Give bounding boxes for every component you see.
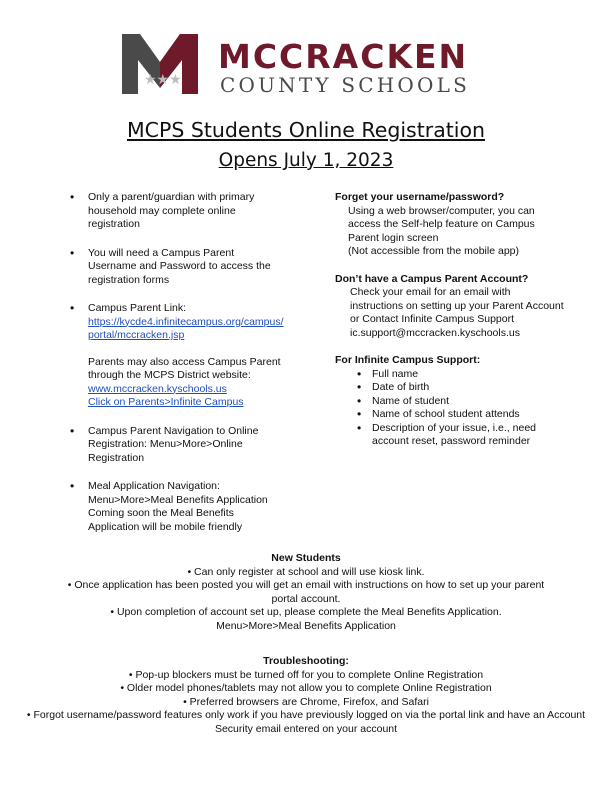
district-website-link[interactable]: www.mccracken.kyschools.us [88,382,227,395]
list-item: • Date of birth [357,381,565,395]
support-heading: For Infinite Campus Support: [335,354,481,366]
new-students-section [20,552,592,633]
support-email: ic.support@mccracken.kyschools.us [350,326,520,339]
list-item: • Can only register at school and will use kiosk link. [20,566,592,580]
support-list [357,368,565,449]
list-item: • Preferred browsers are Chrome, Firefox, and Safari [20,696,592,710]
right-column [335,191,565,449]
campus-parent-link-item: • Campus Parent Link: https://kycde4.infinitecampus.org/campus/portal/mccracken.jsp Parents may also access Campus Parent through the MCPS District website: www.mccracken.kyschools.us Click on Parents>Infinite Campus [70,302,285,410]
parents-infinite-campus-link[interactable]: Click on Parents>Infinite Campus [88,396,244,408]
list-item: • Description of your issue, i.e., need account reset, password reminder [357,422,565,449]
list-item: • Only a parent/guardian with primary household may complete online registration [70,191,285,232]
list-item: • Full name [357,368,565,382]
left-column [70,191,285,534]
list-item: • You will need a Campus Parent Username and Password to access the registration forms [70,247,285,288]
list-item: • Upon completion of account set up, please complete the Meal Benefits Application. [20,606,592,620]
district-logo [120,32,496,96]
troubleshooting-section [20,655,592,736]
forgot-note: (Not accessible from the mobile app) [348,245,519,257]
list-item: • Once application has been posted you will get an email with instructions on how to set up your parent portal account. [20,579,592,606]
forgot-heading: Forget your username/password? [335,191,505,203]
campus-parent-link[interactable]: https://kycde4.infinitecampus.org/campus/portal/mccracken.jsp [88,315,284,341]
meal-path: Menu>More>Meal Benefits Application [216,619,396,632]
list-item: • Campus Parent Navigation to Online Registration: Menu>More>Online Registration [70,425,285,466]
new-students-heading: New Students [271,552,341,564]
forgot-body: Using a web browser/computer, you can access the Self-help feature on Campus Parent login screen [348,204,535,244]
list-item: • Older model phones/tablets may not allow you to complete Online Registration [20,682,592,696]
logo-star-icon: ★★★ [144,72,182,88]
page-title: MCPS Students Online Registration [126,118,486,142]
list-item: • Forgot username/password features only work if you have previously logged on via the portal link and have an Account Security email entered on your account [20,709,592,736]
logo-subtitle: COUNTY SCHOOLS [220,73,470,96]
logo-name: MCCRACKEN [218,37,469,76]
no-account-body: Check your email for an email with instructions on setting up your Parent Account or Contact Infinite Campus Support [350,286,564,325]
list-item: • Name of student [357,395,565,409]
list-item: • Name of school student attends [357,408,565,422]
list-item: • Pop-up blockers must be turned off for you to complete Online Registration [20,669,592,683]
meal-application-item: • Meal Application Navigation: Menu>More>Meal Benefits Application Coming soon the Meal Benefits Application will be mobile friendly [70,480,285,534]
no-account-heading: Don’t have a Campus Parent Account? [335,272,529,285]
page-subtitle: Opens July 1, 2023 [218,150,394,171]
troubleshooting-heading: Troubleshooting: [263,655,349,667]
